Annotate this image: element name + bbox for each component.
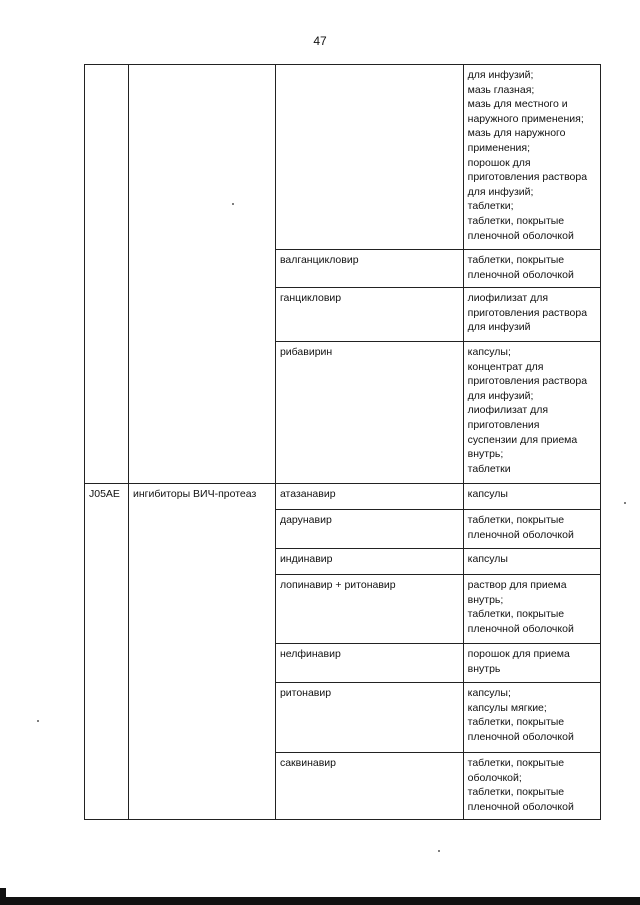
dosage-form-line: пленочной оболочкой [467,622,574,635]
dosage-form-line: приготовления раствора [467,375,588,388]
dosage-form-line: раствор для приема [467,579,567,591]
dosage-form-line: таблетки, покрытые [467,254,565,266]
dosage-form-line: пленочной оболочкой [467,800,574,813]
drug-name-cell: нелфинавир [275,644,463,683]
dosage-form-line: пленочной оболочкой [467,268,574,281]
dosage-form-line: таблетки [467,462,511,475]
dosage-form-line: концентрат для [467,360,544,373]
dosage-form-line: внутрь [467,662,501,675]
dosage-forms-cell [463,250,600,288]
group-name-cell [128,65,275,484]
dosage-form-line: лиофилизат для [467,404,549,417]
dosage-form-line: мазь глазная; [467,83,535,96]
dosage-form-line: оболочкой; [467,771,522,784]
dosage-form-line: таблетки, покрытые [467,786,565,799]
dosage-form-line: наружного применения; [467,112,584,125]
drug-table [84,64,601,820]
dosage-form-line: пленочной оболочкой [467,229,574,242]
drug-name-cell: ритонавир [275,683,463,753]
dosage-form-line: таблетки, покрытые [467,757,565,769]
dosage-form-line: таблетки, покрытые [467,214,565,227]
dosage-form-line: капсулы мягкие; [467,701,547,714]
page-number: 47 [313,34,327,48]
drug-name-cell: ганцикловир [275,288,463,342]
dosage-form-line: приготовления раствора [467,171,588,184]
dosage-form-line: внутрь; [467,593,504,606]
drug-name-cell [275,65,463,250]
dosage-forms-cell [463,549,600,575]
dosage-forms-cell [463,510,600,549]
group-name-cell: ингибиторы ВИЧ-протеаз [128,484,275,820]
dosage-form-line: для инфузий [467,321,531,334]
drug-name-cell: дарунавир [275,510,463,549]
dosage-form-line: пленочной оболочкой [467,730,574,743]
dosage-form-line: мазь для местного и [467,98,568,111]
dosage-form-line: внутрь; [467,448,504,461]
dosage-form-line: таблетки; [467,200,514,213]
drug-name-cell: рибавирин [275,342,463,484]
dosage-form-line: применения; [467,141,531,154]
dosage-form-line: таблетки, покрытые [467,608,565,621]
dosage-form-line: таблетки, покрытые [467,716,565,729]
dosage-forms-cell [463,683,600,753]
dosage-form-line: для инфузий; [467,389,534,402]
scan-speck [624,502,626,504]
dosage-form-line: порошок для [467,156,531,169]
dosage-form-line: приготовления [467,418,540,431]
drug-name-cell: валганцикловир [275,250,463,288]
dosage-forms-cell [463,342,600,484]
dosage-form-line: для инфузий; [467,69,534,81]
dosage-form-line: суспензии для приема [467,433,578,446]
scan-bottom-bar [0,897,640,905]
dosage-form-line: порошок для приема [467,648,570,660]
dosage-form-line: капсулы [467,553,508,565]
drug-name-cell: атазанавир [275,484,463,510]
dosage-form-line: таблетки, покрытые [467,514,565,526]
dosage-form-line: для инфузий; [467,185,534,198]
dosage-form-line: пленочной оболочкой [467,528,574,541]
dosage-form-line: капсулы; [467,687,511,699]
drug-name-cell: индинавир [275,549,463,575]
dosage-form-line: капсулы [467,488,508,500]
dosage-form-line: лиофилизат для [467,292,549,304]
drug-name-cell: лопинавир + ритонавир [275,575,463,644]
code-cell [85,65,129,484]
dosage-form-line: капсулы; [467,346,511,358]
table-row [85,65,601,250]
scan-speck [37,720,39,722]
drug-name-cell: саквинавир [275,753,463,820]
dosage-forms-cell [463,484,600,510]
dosage-forms-cell [463,753,600,820]
dosage-forms-cell [463,288,600,342]
dosage-form-line: приготовления раствора [467,306,588,319]
dosage-form-line: мазь для наружного [467,127,566,140]
scan-speck [438,850,440,852]
scan-speck [232,203,234,205]
dosage-forms-cell [463,644,600,683]
dosage-forms-cell [463,575,600,644]
code-cell: J05AE [85,484,129,820]
dosage-forms-cell [463,65,600,250]
table-row [85,484,601,510]
